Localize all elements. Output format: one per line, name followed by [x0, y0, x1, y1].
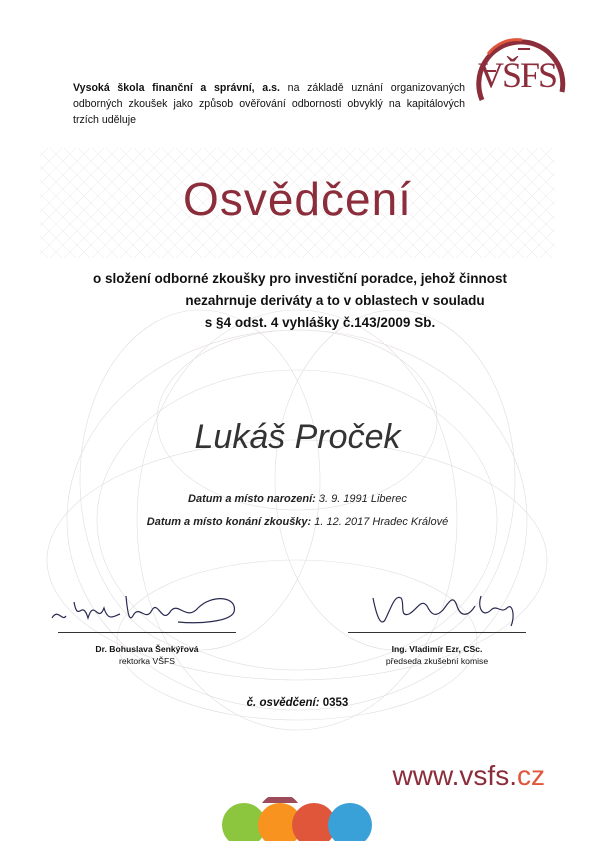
certificate-title: Osvědčení [183, 173, 412, 225]
birth-value: 3. 9. 1991 Liberec [318, 493, 407, 505]
exam-detail [0, 516, 595, 528]
signatory-right-name: Ing. Vladimír Ezr, CSc. [391, 644, 483, 654]
birth-detail [0, 493, 595, 505]
subtitle-line-1: o složení odborné zkoušky pro investiční poradce, jehož činnost [92, 271, 508, 286]
signatory-left-role: rektorka VŠFS [119, 656, 175, 666]
signatory-left-name: Dr. Bohuslava Šenkýřová [95, 644, 199, 654]
signatory-right-role: předseda zkušební komise [385, 656, 489, 666]
signature-right [365, 588, 525, 632]
website-url [380, 760, 545, 792]
certificate-subtitle [40, 268, 560, 334]
holder-name: Lukáš Proček [194, 418, 401, 456]
signatory-left [58, 643, 236, 667]
subtitle-line-2: nezahrnuje deriváty a to v oblastech v souladu [185, 293, 485, 308]
footer-color-circles [222, 797, 372, 841]
footer-arc-maroon [262, 797, 298, 803]
certificate-number [0, 697, 595, 709]
logo-text: VŠFS [477, 55, 557, 95]
signature-right-line [348, 632, 526, 633]
signature-left [48, 588, 248, 632]
website-tld: cz [517, 760, 545, 791]
exam-value: 1. 12. 2017 Hradec Králové [314, 516, 449, 528]
certificate-number-value: 0353 [322, 697, 349, 709]
vsfs-logo [462, 30, 572, 120]
website-main: www.vsfs. [392, 760, 517, 791]
birth-label: Datum a místo narození: [188, 493, 316, 505]
certificate-number-label: č. osvědčení: [246, 697, 320, 709]
intro-text: na základě uznání organizovaných odborných zkoušek jako způsob ověřování odbornosti obvyklý na kapitálových trzích uděluje [73, 82, 466, 126]
footer-circle-blue [328, 803, 372, 841]
signature-left-line [58, 632, 236, 633]
institution-name: Vysoká škola finanční a správní, a.s. [73, 82, 280, 94]
subtitle-line-3: s §4 odst. 4 vyhlášky č.143/2009 Sb. [204, 315, 436, 330]
exam-label: Datum a místo konání zkoušky: [146, 516, 312, 528]
signatory-right [348, 643, 526, 667]
intro-paragraph [73, 80, 465, 128]
